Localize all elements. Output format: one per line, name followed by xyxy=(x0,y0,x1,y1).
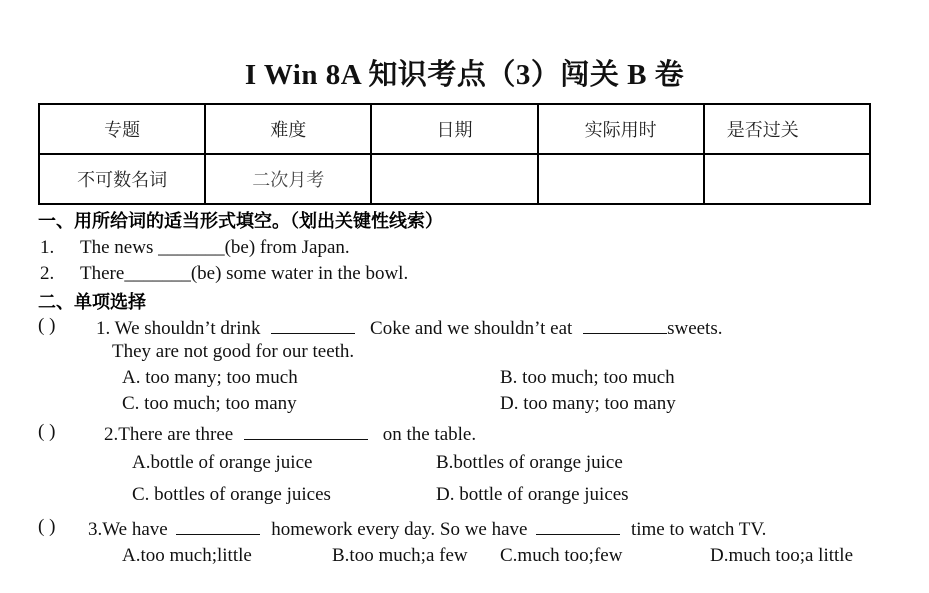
q1-option-d[interactable]: D. too many; too many xyxy=(500,393,676,414)
q3-blank-2[interactable] xyxy=(536,516,620,535)
q2-answer-paren[interactable]: ( ) xyxy=(38,421,56,442)
s1-item1-number: 1. xyxy=(40,237,55,258)
q3-answer-paren[interactable]: ( ) xyxy=(38,516,56,537)
document-title: I Win 8A 知识考点（3）闯关 B 卷 xyxy=(244,59,685,91)
q1-option-b[interactable]: B. too much; too much xyxy=(500,367,675,388)
q1-stem-b: Coke and we shouldn’t eat xyxy=(370,318,573,339)
cell-date[interactable] xyxy=(371,154,537,204)
s1-item1 xyxy=(80,237,350,259)
q2-option-a[interactable]: A.bottle of orange juice xyxy=(132,452,313,473)
s1-item2 xyxy=(80,263,408,285)
section2-heading: 二、单项选择 xyxy=(38,292,146,313)
cell-difficulty: 二次月考 xyxy=(205,154,371,204)
info-table xyxy=(38,103,871,205)
q2-blank[interactable] xyxy=(244,421,368,440)
info-table-header-row xyxy=(39,104,870,154)
q2-option-c[interactable]: C. bottles of orange juices xyxy=(132,484,331,505)
cell-topic: 不可数名词 xyxy=(39,154,205,204)
q2-stem-a: 2.There are three xyxy=(104,424,234,445)
q1-stem-a: 1. We shouldn’t drink xyxy=(96,318,261,339)
q3-stem-a: 3.We have xyxy=(88,519,168,540)
q2-option-b[interactable]: B.bottles of orange juice xyxy=(436,452,623,473)
s1-item1-blank[interactable]: _______ xyxy=(158,237,225,258)
q3-blank-1[interactable] xyxy=(176,516,260,535)
cell-passed[interactable] xyxy=(704,154,870,204)
header-topic: 专题 xyxy=(39,104,205,154)
q1-answer-paren[interactable]: ( ) xyxy=(38,315,56,336)
info-table-row xyxy=(39,154,870,204)
header-difficulty: 难度 xyxy=(205,104,371,154)
q1-stem-c: sweets. xyxy=(667,318,723,339)
q2-stem xyxy=(104,421,476,446)
cell-time-used[interactable] xyxy=(538,154,704,204)
q3-option-d[interactable]: D.much too;a little xyxy=(710,545,854,566)
q3-option-c[interactable]: C.much too;few xyxy=(500,545,623,566)
s1-item2-number: 2. xyxy=(40,263,55,284)
q2-stem-b: on the table. xyxy=(382,424,477,445)
q3-option-b[interactable]: B.too much;a few xyxy=(332,545,468,566)
s1-item2-after: (be) some water in the bowl. xyxy=(190,263,409,284)
s1-item1-after: (be) from Japan. xyxy=(224,237,350,258)
q2-option-d[interactable]: D. bottle of orange juices xyxy=(436,484,629,505)
q3-stem-c: time to watch TV. xyxy=(630,519,767,540)
s1-item2-blank[interactable]: _______ xyxy=(124,263,191,284)
s1-item2-before: There xyxy=(80,263,125,284)
s1-item1-before: The news xyxy=(80,237,159,258)
q1-option-c[interactable]: C. too much; too many xyxy=(122,393,297,414)
q1-blank-2[interactable] xyxy=(583,315,667,334)
q1-stem xyxy=(96,315,722,340)
q3-stem-b: homework every day. So we have xyxy=(271,519,528,540)
q3-stem xyxy=(88,516,766,541)
section1-heading: 一、用所给词的适当形式填空。（划出关键性线索） xyxy=(38,211,443,232)
q1-option-a[interactable]: A. too many; too much xyxy=(122,367,298,388)
q3-option-a[interactable]: A.too much;little xyxy=(122,545,252,566)
q1-blank-1[interactable] xyxy=(271,315,355,334)
header-date: 日期 xyxy=(371,104,537,154)
q1-stem-line2: They are not good for our teeth. xyxy=(112,341,355,362)
header-passed: 是否过关 xyxy=(704,104,870,154)
header-time-used: 实际用时 xyxy=(538,104,704,154)
